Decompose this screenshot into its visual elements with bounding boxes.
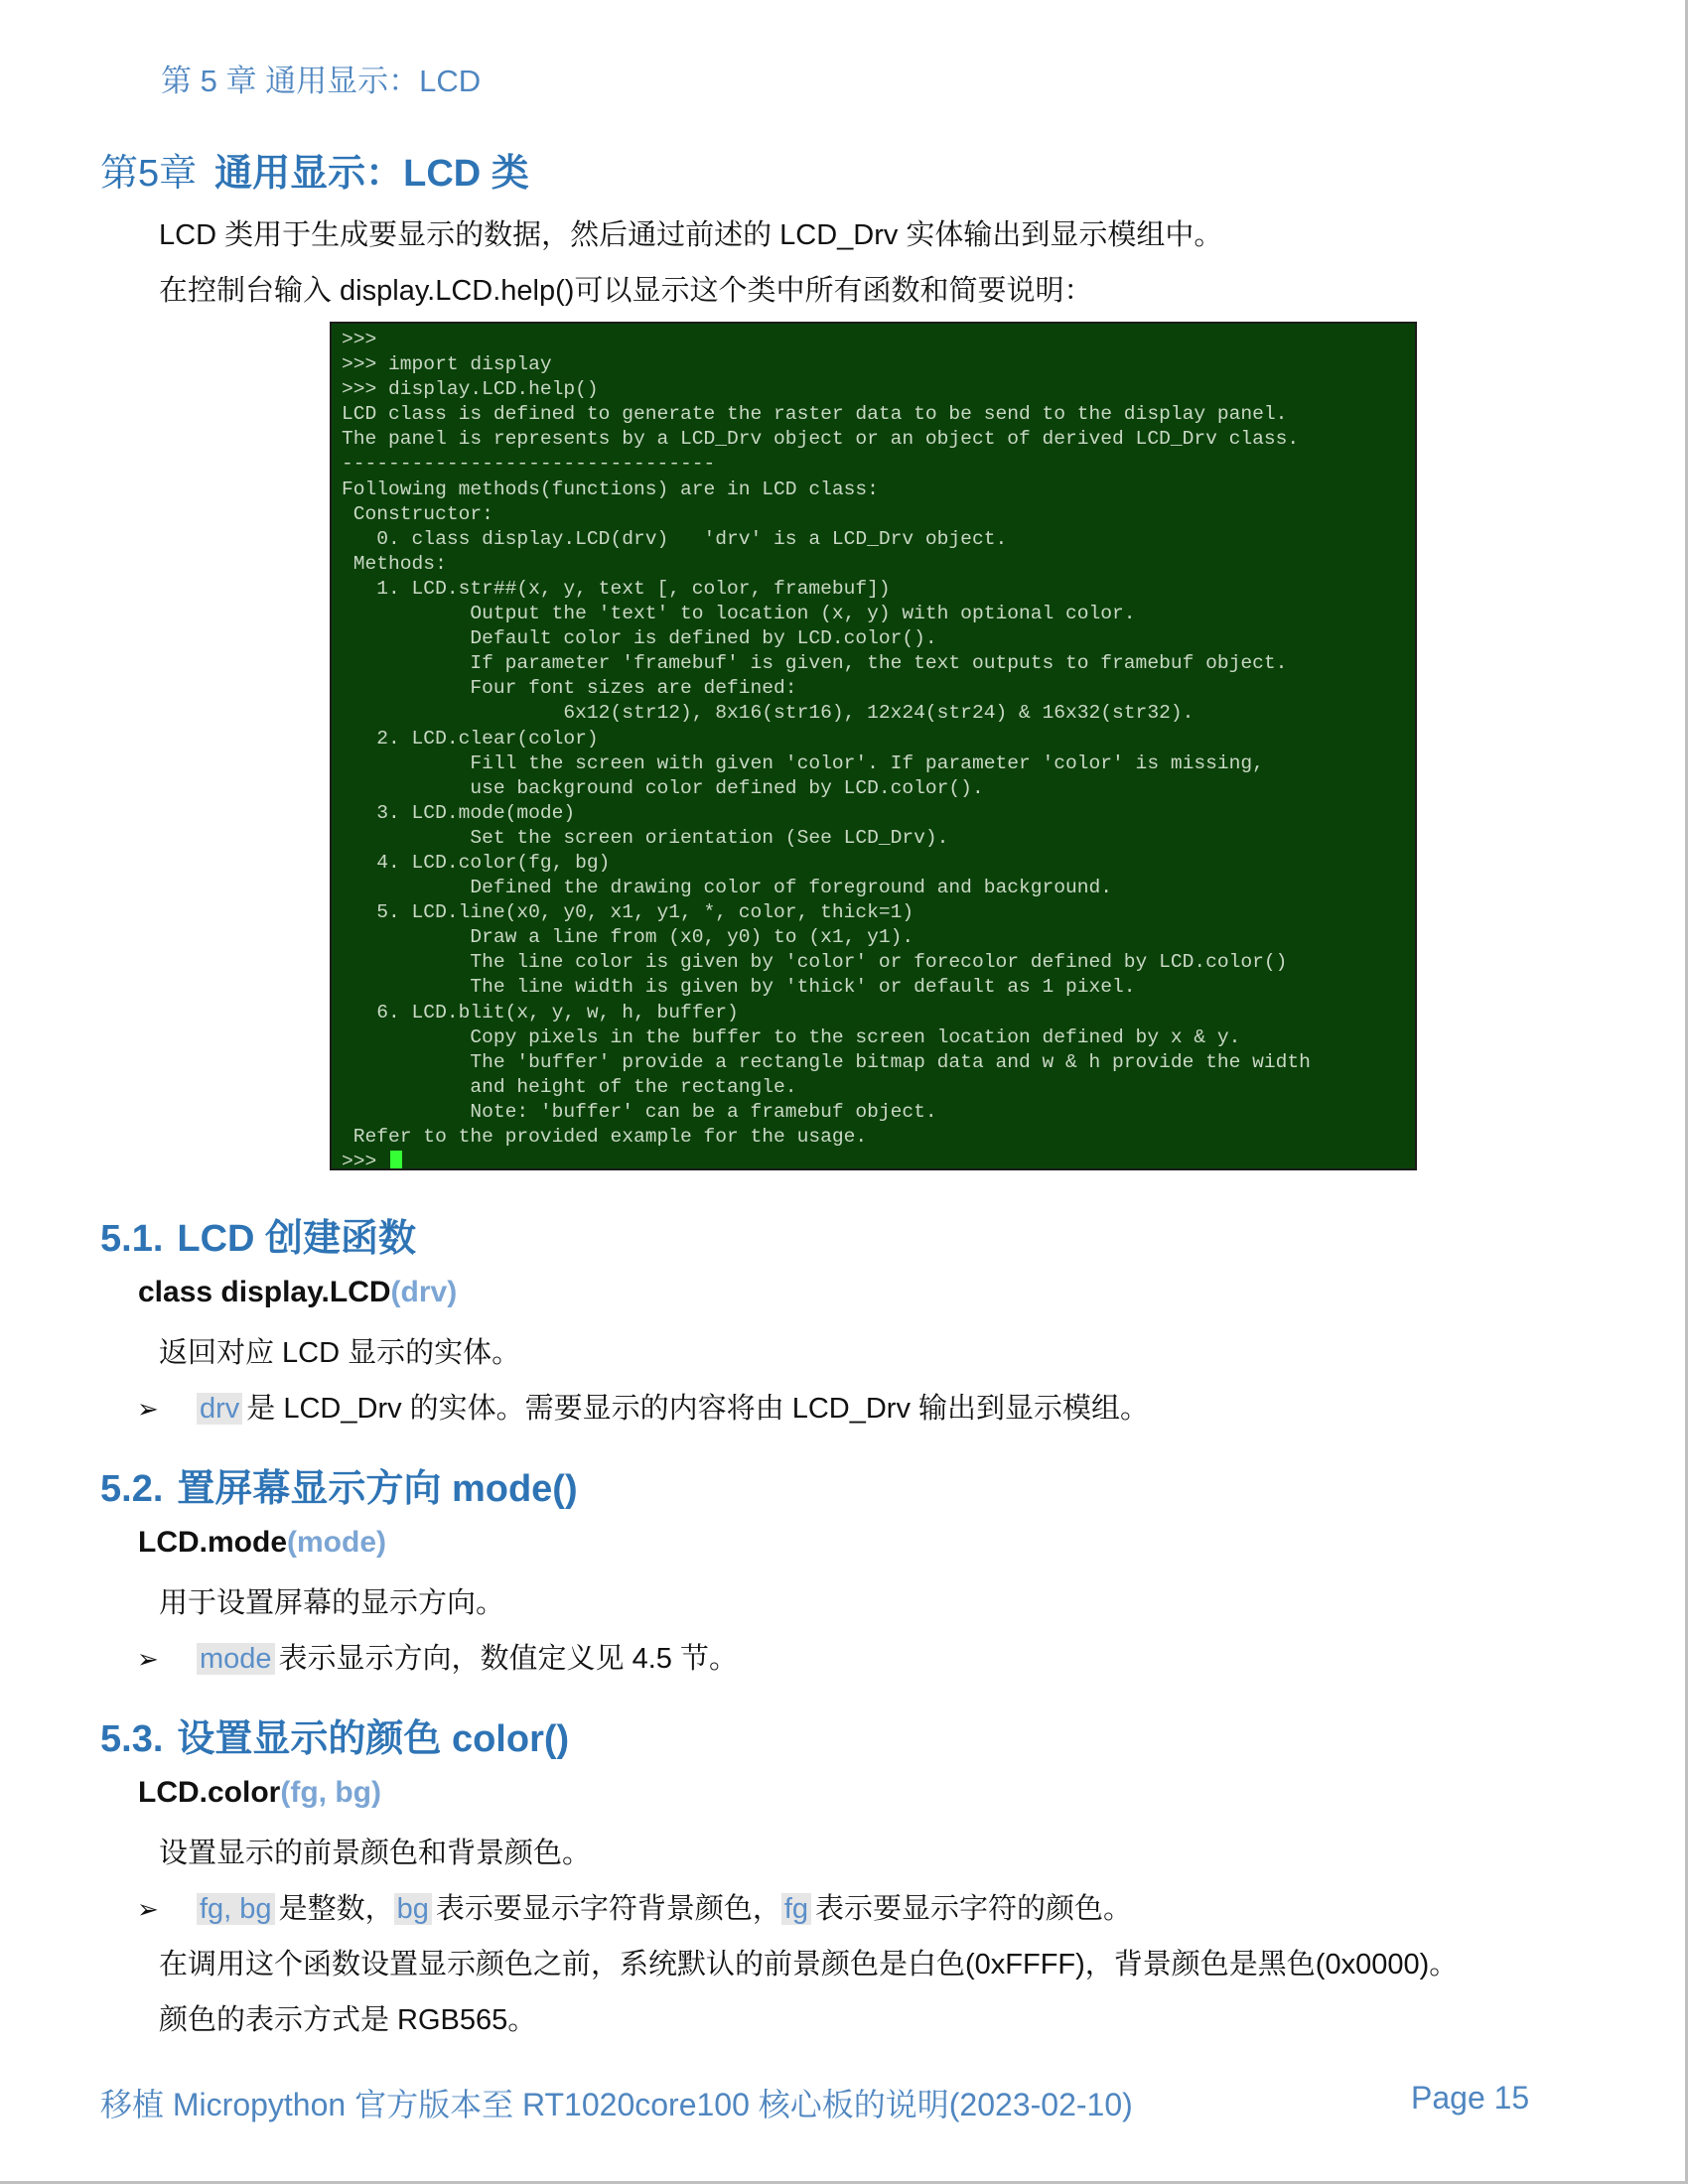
terminal-line: Fill the screen with given 'color'. If parameter 'color' is missing, — [342, 751, 1264, 774]
chapter-number: 第5章 — [100, 153, 198, 195]
terminal-line: Output the 'text' to location (x, y) with optional color. — [342, 603, 1136, 625]
terminal-line: 6. LCD.blit(x, y, w, h, buffer) — [342, 1001, 739, 1024]
section-number: 5.3. — [100, 1718, 164, 1760]
footer-page-number: Page 15 — [1411, 2080, 1530, 2116]
intro-paragraph-2: 在控制台输入 display.LCD.help()可以显示这个类中所有函数和简要说明： — [159, 275, 1093, 307]
intro-paragraph-1: LCD 类用于生成要显示的数据，然后通过前述的 LCD_Drv 实体输出到显示模组中。 — [159, 219, 1223, 251]
terminal-line: 5. LCD.line(x0, y0, x1, y1, *, color, thick=1) — [342, 901, 914, 924]
terminal-line: use background color defined by LCD.color(). — [342, 776, 984, 799]
bullet-text: 表示显示方向，数值定义见 4.5 节。 — [278, 1643, 738, 1675]
terminal-line: 1. LCD.str##(x, y, text [, color, framebuf]) — [342, 577, 891, 600]
terminal-line: Note: 'buffer' can be a framebuf object. — [342, 1100, 937, 1123]
terminal-line: Constructor: — [342, 502, 493, 525]
terminal-line: 0. class display.LCD(drv) 'drv' is a LCD_Drv object. — [342, 527, 1008, 550]
terminal-line: LCD class is defined to generate the raster data to be send to the display panel. — [342, 403, 1288, 426]
terminal-line: Default color is defined by LCD.color(). — [342, 627, 937, 650]
function-signature — [138, 1276, 457, 1309]
bullet-text: 是 LCD_Drv 的实体。需要显示的内容将由 LCD_Drv 输出到显示模组。 — [246, 1393, 1150, 1425]
section-number: 5.1. — [100, 1218, 164, 1260]
note-paragraph-1: 在调用这个函数设置显示颜色之前，系统默认的前景颜色是白色(0xFFFF)，背景颜色是黑色(0x0000)。 — [159, 1949, 1459, 1980]
terminal-line: The 'buffer' provide a rectangle bitmap data and w & h provide the width — [342, 1050, 1311, 1073]
terminal-line: -------------------------------- — [342, 453, 716, 476]
bullet-text: 表示要显示字符的颜色。 — [815, 1893, 1133, 1925]
function-signature — [138, 1526, 386, 1560]
arrow-bullet-icon: ➢ — [137, 1894, 159, 1924]
bullet-item — [137, 1886, 1132, 1927]
arrow-bullet-icon: ➢ — [137, 1644, 159, 1674]
terminal-line: >>> — [342, 329, 377, 350]
note-paragraph-2: 颜色的表示方式是 RGB565。 — [159, 2004, 537, 2036]
terminal-line: Set the screen orientation (See LCD_Drv). — [342, 826, 949, 849]
terminal-line: Following methods(functions) are in LCD class: — [342, 478, 879, 500]
function-args: (fg, bg) — [280, 1776, 381, 1809]
terminal-line: 6x12(str12), 8x16(str16), 12x24(str24) & 16x32(str32). — [342, 702, 1195, 725]
section-description: 用于设置屏幕的显示方向。 — [159, 1587, 505, 1619]
terminal-line: Four font sizes are defined: — [342, 677, 797, 700]
param-highlight: bg — [394, 1893, 432, 1925]
terminal-prompt: >>> — [342, 1151, 377, 1170]
running-head: 第 5 章 通用显示：LCD — [161, 64, 482, 98]
terminal-line: If parameter 'framebuf' is given, the text outputs to framebuf object. — [342, 652, 1288, 675]
bullet-item — [137, 1636, 738, 1677]
terminal-line: The line width is given by 'thick' or default as 1 pixel. — [342, 976, 1136, 999]
function-name: LCD.color — [138, 1776, 281, 1809]
section-title: 置屏幕显示方向 mode() — [177, 1468, 578, 1510]
section-title: 设置显示的颜色 color() — [177, 1718, 570, 1760]
section-heading-5-3 — [100, 1707, 569, 1762]
terminal-line: Copy pixels in the buffer to the screen location defined by x & y. — [342, 1025, 1241, 1048]
terminal-line: Methods: — [342, 552, 447, 575]
section-heading-5-1 — [100, 1207, 416, 1262]
function-args: (mode) — [287, 1526, 386, 1559]
section-title: LCD 创建函数 — [177, 1218, 417, 1260]
terminal-line: Defined the drawing color of foreground and background. — [342, 877, 1113, 899]
function-signature — [138, 1776, 381, 1810]
terminal-prompt-line — [342, 1150, 1415, 1170]
terminal-cursor — [390, 1151, 402, 1170]
param-highlight: drv — [197, 1393, 242, 1425]
section-heading-5-2 — [100, 1457, 578, 1512]
terminal-line: Draw a line from (x0, y0) to (x1, y1). — [342, 926, 914, 949]
terminal-screenshot — [330, 322, 1417, 1170]
function-args: (drv) — [390, 1276, 458, 1308]
bullet-text: 表示要显示字符背景颜色， — [435, 1893, 781, 1925]
bullet-text: 是整数， — [278, 1893, 394, 1925]
arrow-bullet-icon: ➢ — [137, 1394, 159, 1424]
param-highlight: fg — [781, 1893, 811, 1925]
terminal-line: Refer to the provided example for the usage. — [342, 1126, 868, 1148]
chapter-title — [100, 142, 529, 197]
function-name: LCD.mode — [138, 1526, 287, 1559]
function-name: class display.LCD — [138, 1276, 391, 1308]
param-highlight: fg, bg — [197, 1893, 275, 1925]
terminal-line: >>> import display — [342, 353, 552, 376]
footer-doc-title: 移植 Micropython 官方版本至 RT1020core100 核心板的说明(2023-02-10) — [100, 2087, 1133, 2122]
terminal-line: 3. LCD.mode(mode) — [342, 801, 576, 824]
param-highlight: mode — [197, 1643, 275, 1675]
section-number: 5.2. — [100, 1468, 164, 1510]
terminal-line: 2. LCD.clear(color) — [342, 727, 599, 750]
terminal-line: The line color is given by 'color' or forecolor defined by LCD.color() — [342, 951, 1288, 974]
terminal-line: The panel is represents by a LCD_Drv object or an object of derived LCD_Drv class. — [342, 428, 1300, 451]
section-description: 设置显示的前景颜色和背景颜色。 — [159, 1838, 592, 1869]
bullet-item — [137, 1386, 1149, 1427]
terminal-line: and height of the rectangle. — [342, 1075, 797, 1098]
section-description: 返回对应 LCD 显示的实体。 — [159, 1337, 521, 1369]
terminal-line: >>> display.LCD.help() — [342, 378, 599, 401]
terminal-line: 4. LCD.color(fg, bg) — [342, 851, 611, 874]
chapter-title-text: 通用显示：LCD 类 — [214, 153, 529, 195]
